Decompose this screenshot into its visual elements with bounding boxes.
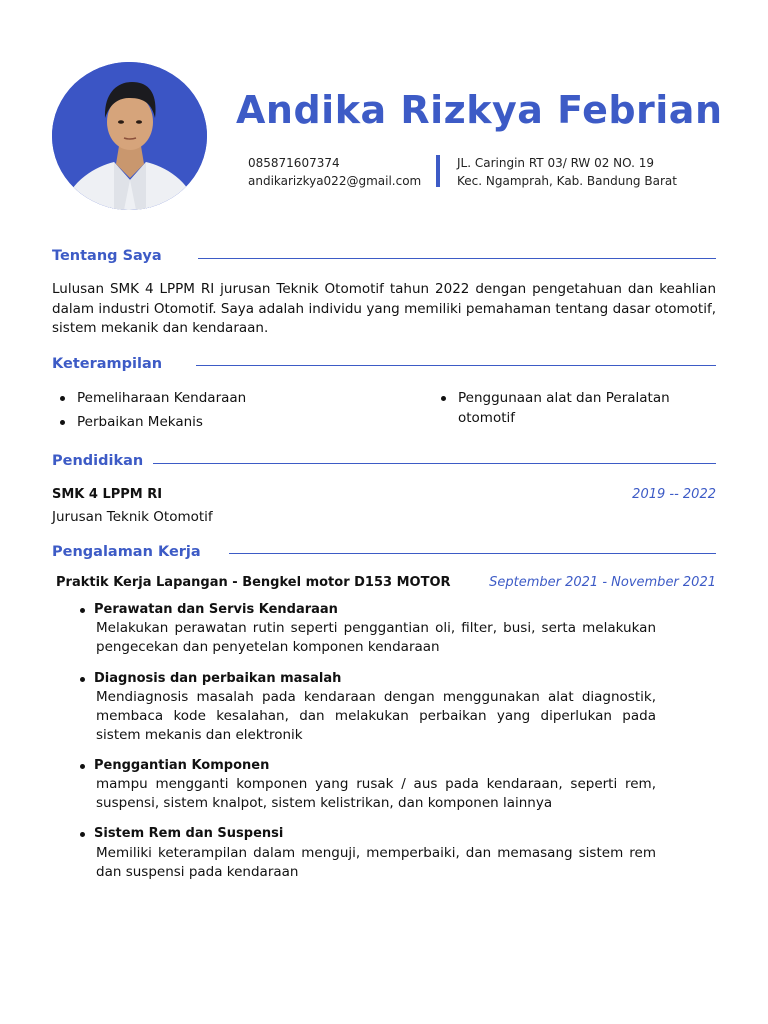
bullet-icon [441,396,446,401]
task-title: Perawatan dan Servis Kendaraan [94,602,338,617]
education-school: SMK 4 LPPM RI [52,487,163,502]
task-title: Penggantian Komponen [94,758,270,773]
section-title-skills: Keterampilan [52,356,163,372]
about-text: Lulusan SMK 4 LPPM RI jurusan Teknik Otomotif tahun 2022 dengan pengetahuan dan keahlian dalam industri Otomotif. Saya adalah individu yang memiliki pemahaman tentang dasar otomotif, sistem mekanik dan kendaraan. [52,281,716,336]
profile-photo [52,62,207,210]
skill-label: Pemeliharaan Kendaraan [77,390,247,406]
job-period: September 2021 - November 2021 [489,575,716,590]
email-address: andikarizkya022@gmail.com [248,174,422,188]
bullet-icon [60,420,65,425]
bullet-icon [80,677,85,682]
skill-label: Perbaikan Mekanis [77,414,203,430]
task-description: Mendiagnosis masalah pada kendaraan dengan menggunakan alat diagnostik, membaca kode kesalahan, dan melakukan perbaikan yang diperlukan pada sistem mekanis dan elektronik [96,689,656,743]
bullet-icon [80,764,85,769]
section-divider-education [153,463,716,464]
task-description: Melakukan perawatan rutin seperti penggantian oli, filter, busi, serta melakukan pengecekan dan penyetelan komponen kendaraan [96,620,656,655]
education-period: 2019 -- 2022 [632,487,716,502]
section-divider-skills [196,365,716,366]
education-major: Jurusan Teknik Otomotif [52,509,213,525]
address-line-2: Kec. Ngamprah, Kab. Bandung Barat [457,174,677,188]
section-divider-about [198,258,716,259]
section-title-education: Pendidikan [52,453,144,469]
section-divider-experience [229,553,716,554]
task-description: mampu mengganti komponen yang rusak / aus pada kendaraan, seperti rem, suspensi, sistem knalpot, sistem kelistrikan, dan komponen lainnya [96,776,656,811]
contact-info [248,154,421,190]
job-title: Praktik Kerja Lapangan - Bengkel motor D153 MOTOR [56,575,451,590]
task-title: Sistem Rem dan Suspensi [94,826,284,841]
task-description: Memiliki keterampilan dalam menguji, memperbaiki, dan memasang sistem rem dan suspensi pada kendaraan [96,845,656,880]
task-title: Diagnosis dan perbaikan masalah [94,671,342,686]
skill-label: Penggunaan alat dan Peralatan otomotif [458,390,670,426]
address-line-1: JL. Caringin RT 03/ RW 02 NO. 19 [457,156,655,170]
phone-number: 085871607374 [248,156,340,170]
bullet-icon [80,608,85,613]
contact-divider [436,155,440,187]
section-title-about: Tentang Saya [52,248,162,264]
bullet-icon [80,832,85,837]
address-info [457,154,677,190]
bullet-icon [60,396,65,401]
section-title-experience: Pengalaman Kerja [52,544,201,560]
candidate-name: Andika Rizkya Febrian [236,88,723,132]
